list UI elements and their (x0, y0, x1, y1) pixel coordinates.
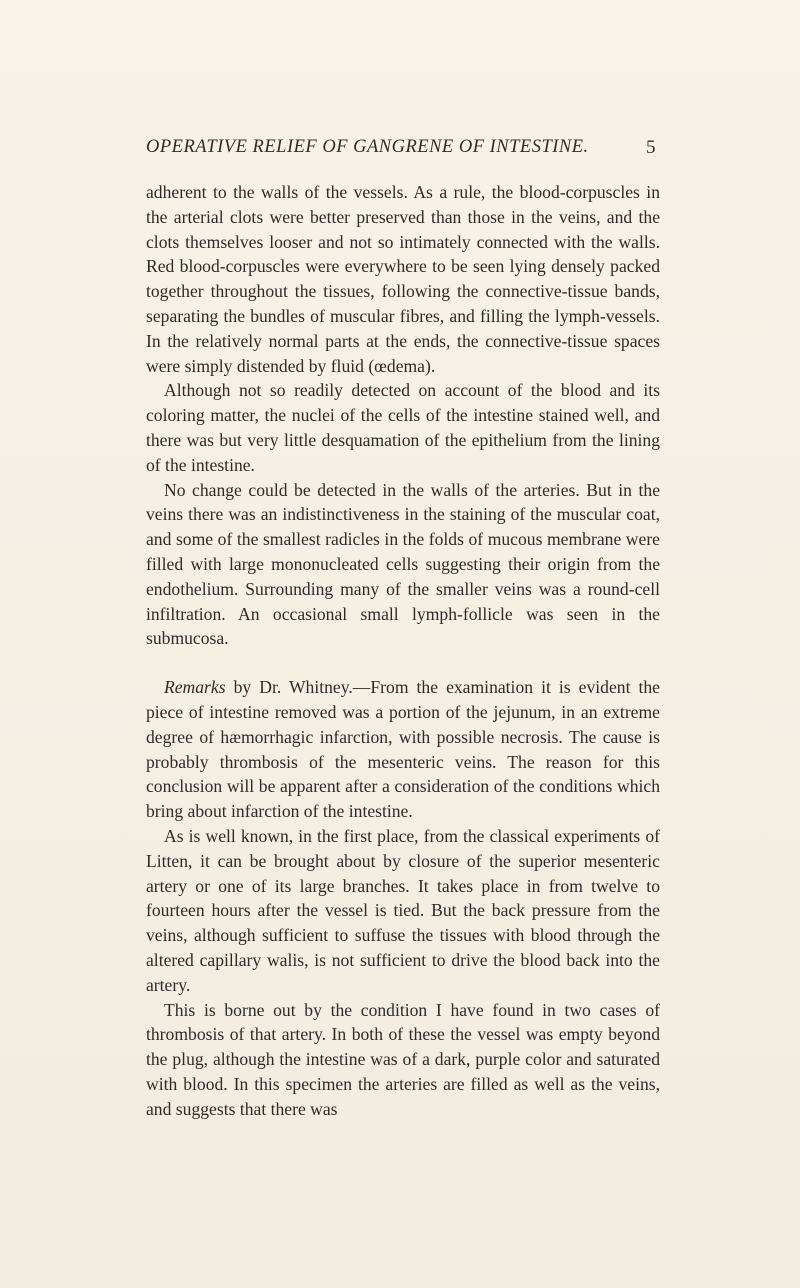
remarks-label: Remarks (164, 677, 226, 698)
paragraph-nuclei: Although not so readily detected on account of the blood and its coloring matter, the nuclei of the cells of the intestine stained well, and there was but very little desquamation of the epithelium from the lining of the intestine. (146, 380, 660, 475)
paragraph-litten: As is well known, in the first place, from the classical experiments of Litten, it can be brought about by closure of the superior mesenteric artery or one of its large branches. It takes place in from twelve to fourteen hours after the vessel is tied. But the back pressure from the veins, although sufficient to suffuse the tissues with blood through the altered capillary walis, is not sufficient to drive the blood back into the artery. (146, 825, 660, 995)
body-text (146, 180, 660, 1121)
paragraph-remarks (146, 675, 660, 824)
paragraph-arteries: No change could be detected in the walls of the arteries. But in the veins there was an indistinctiveness in the staining of the muscular coat, and some of the smallest radicles in the folds of mucous membrane were filled with large mononucleated cells suggesting their origin from the endothelium. Surrounding many of the smaller veins was a round-cell infiltration. An occasional small lymph-follicle was seen in the submucosa. (146, 479, 660, 649)
page-number: 5 (646, 137, 656, 158)
running-head: OPERATIVE RELIEF OF GANGRENE OF INTESTINE. (146, 137, 589, 157)
paragraph-thrombosis: This is borne out by the condition I have found in two cases of thrombosis of that artery. In both of these the vessel was empty beyond the plug, although the intestine was of a dark, purple color and saturated with blood. In this specimen the arteries are filled as well as the veins, and suggests that there was (146, 999, 660, 1119)
remarks-text: by Dr. Whitney.—From the examination it is evident the piece of intestine removed was a portion of the jejunum, in an extreme degree of hæmorrhagic infarction, with possible necrosis. The cause is probably thrombosis of the mesenteric veins. The reason for this conclusion will be apparent after a consideration of the conditions which bring about infarction of the intestine. (146, 677, 660, 822)
paragraph-continued: adherent to the walls of the vessels. As a rule, the blood-corpuscles in the arterial clots were better preserved than those in the veins, and the clots themselves looser and not so intimately connected with the walls. Red blood-corpuscles were everywhere to be seen lying densely packed together throughout the tissues, following the connective-tissue bands, separating the bundles of muscular fibres, and filling the lymph-vessels. In the relatively normal parts at the ends, the connective-tissue spaces were simply distended by fluid (œdema). (146, 182, 660, 376)
